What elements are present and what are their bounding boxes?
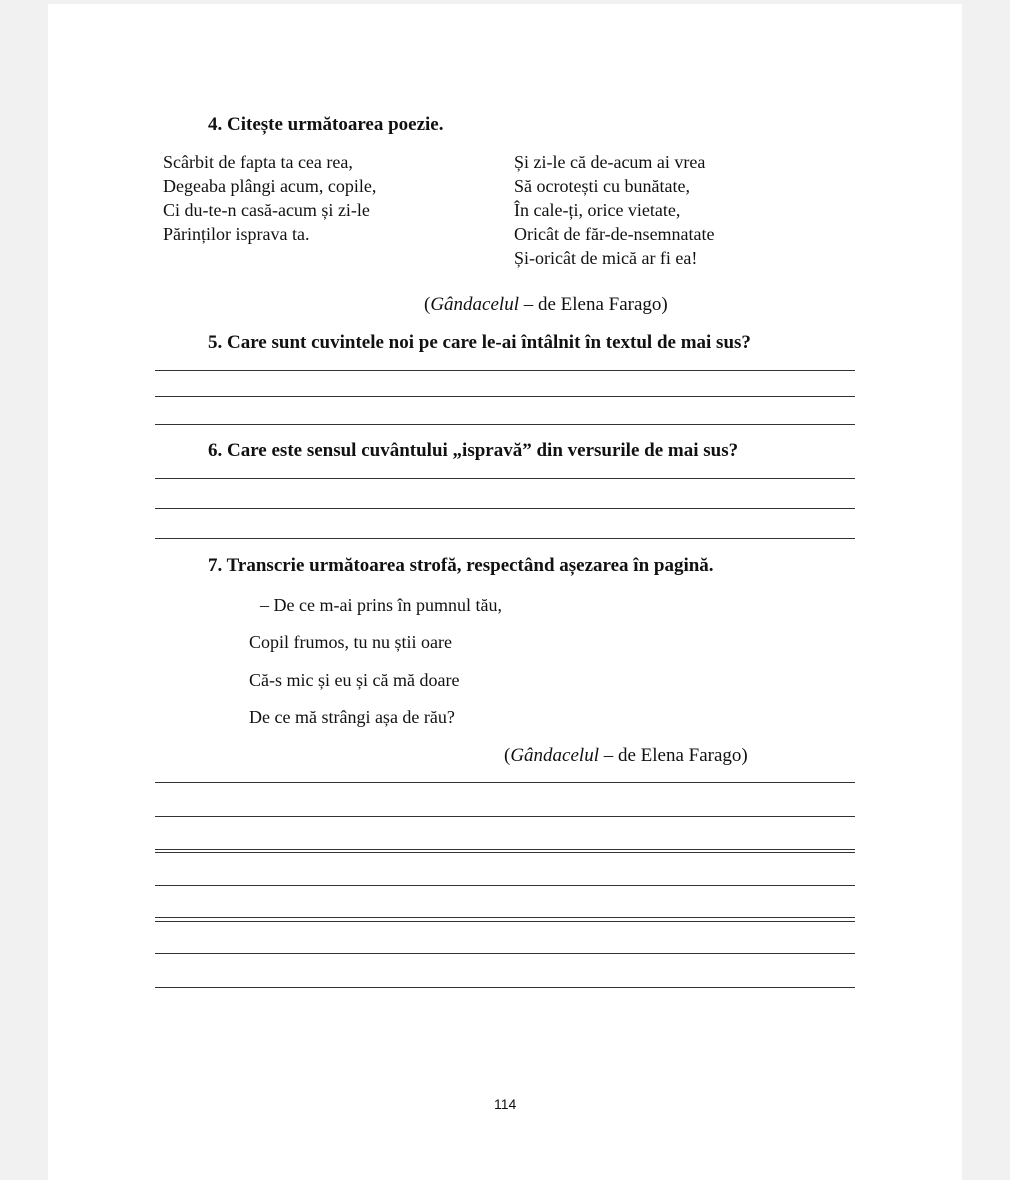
answer-line[interactable]	[155, 508, 855, 509]
poem-line: Scârbit de fapta ta cea rea,	[163, 152, 353, 172]
stanza-line: Copil frumos, tu nu știi oare	[249, 632, 452, 652]
poem-line: Oricât de făr-de-nsemnatate	[514, 224, 715, 244]
q7-source	[504, 745, 748, 767]
q4-source	[424, 294, 668, 316]
q4-title: 4. Citește următoarea poezie.	[208, 114, 444, 135]
q6-title: 6. Care este sensul cuvântului „ispravă” din versurile de mai sus?	[208, 440, 739, 461]
poem-line: Părinților isprava ta.	[163, 224, 310, 244]
answer-line[interactable]	[155, 885, 855, 886]
answer-line[interactable]	[155, 849, 855, 850]
source-title: Gândacelul	[510, 745, 599, 766]
answer-line[interactable]	[155, 852, 855, 853]
answer-line[interactable]	[155, 917, 855, 918]
poem-line: Și zi-le că de-acum ai vrea	[514, 152, 706, 172]
poem-left-column	[163, 150, 376, 246]
stanza-line: De ce mă strângi așa de rău?	[249, 707, 455, 727]
stanza-line: – De ce m-ai prins în pumnul tău,	[260, 595, 502, 615]
source-paren: (	[504, 745, 511, 766]
answer-line[interactable]	[155, 953, 855, 954]
answer-line[interactable]	[155, 478, 855, 479]
answer-line[interactable]	[155, 921, 855, 922]
answer-line[interactable]	[155, 424, 855, 425]
source-paren: (	[424, 294, 431, 315]
poem-line: Și-oricât de mică ar fi ea!	[514, 248, 698, 268]
answer-line[interactable]	[155, 370, 855, 371]
source-author: – de Elena Farago)	[518, 294, 668, 315]
poem-line: Să ocrotești cu bunătate,	[514, 176, 690, 196]
q5-title: 5. Care sunt cuvintele noi pe care le-ai întâlnit în textul de mai sus?	[208, 332, 751, 353]
answer-line[interactable]	[155, 396, 855, 397]
worksheet-page	[48, 4, 962, 1180]
answer-line[interactable]	[155, 987, 855, 988]
source-author: – de Elena Farago)	[598, 745, 748, 766]
answer-line[interactable]	[155, 816, 855, 817]
source-title: Gândacelul	[430, 294, 519, 315]
page-number: 114	[494, 1096, 517, 1112]
stanza-line: Că-s mic și eu și că mă doare	[249, 670, 460, 690]
answer-line[interactable]	[155, 782, 855, 783]
poem-right-column	[514, 150, 715, 270]
poem-line: Ci du-te-n casă-acum și zi-le	[163, 200, 370, 220]
poem-line: În cale-ți, orice vietate,	[514, 200, 681, 220]
q7-title: 7. Transcrie următoarea strofă, respectând așezarea în pagină.	[208, 555, 714, 576]
answer-line[interactable]	[155, 538, 855, 539]
poem-line: Degeaba plângi acum, copile,	[163, 176, 377, 196]
